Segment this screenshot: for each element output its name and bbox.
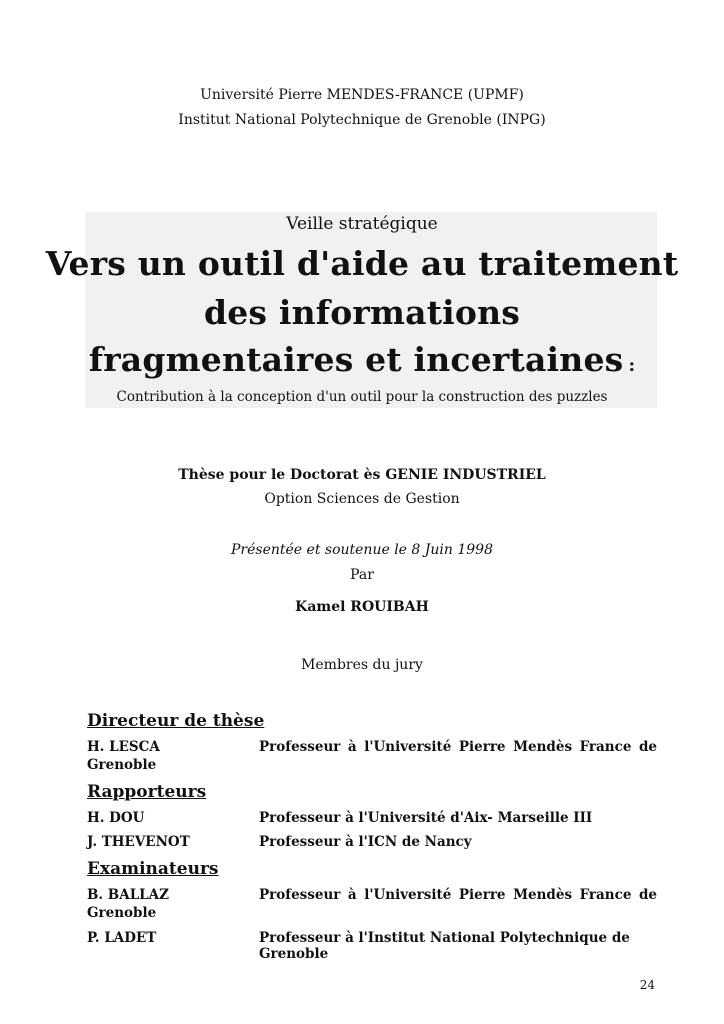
title-line-3-wrap (0, 340, 724, 379)
title-kicker: Veille stratégique (286, 214, 438, 234)
director-name: H. LESCA (87, 739, 160, 755)
title-colon: : (628, 355, 636, 376)
title-subtitle: Contribution à la conception d'un outil pour la construction des puzzles (116, 389, 608, 405)
reporters-heading: Rapporteurs (87, 782, 207, 802)
degree-line: Thèse pour le Doctorat ès GENIE INDUSTRIEL (178, 467, 546, 483)
reporter-role: Professeur à l'ICN de Nancy (259, 834, 472, 850)
title-line-1: Vers un outil d'aide au traitement (45, 244, 679, 283)
examiner-city: Grenoble (87, 905, 157, 921)
title-line-2: des informations (203, 293, 521, 332)
director-city: Grenoble (87, 757, 157, 773)
examiner-name: B. BALLAZ (87, 887, 170, 903)
option-line: Option Sciences de Gestion (264, 491, 460, 507)
page-number: 24 (639, 978, 655, 992)
examiner-role: Professeur à l'Université Pierre Mendès France de (259, 887, 657, 903)
university-name: Université Pierre MENDES-FRANCE (UPMF) (200, 87, 524, 103)
reporter-name: J. THEVENOT (87, 834, 190, 850)
director-role: Professeur à l'Université Pierre Mendès France de (259, 739, 657, 755)
jury-label: Membres du jury (301, 657, 423, 673)
defense-date: Présentée et soutenue le 8 Juin 1998 (231, 542, 493, 558)
reporter-name: H. DOU (87, 810, 145, 826)
institute-name: Institut National Polytechnique de Grenoble (INPG) (178, 112, 546, 128)
examiner-name: P. LADET (87, 930, 157, 946)
reporter-role: Professeur à l'Université d'Aix- Marseille III (259, 810, 593, 826)
director-heading: Directeur de thèse (87, 711, 265, 731)
examiners-heading: Examinateurs (87, 859, 219, 879)
author-name: Kamel ROUIBAH (295, 599, 429, 615)
by-label: Par (350, 567, 374, 583)
title-line-3: fragmentaires et incertaines (88, 340, 624, 379)
examiner-role: Professeur à l'Institut National Polytechnique de Grenoble (259, 930, 630, 962)
